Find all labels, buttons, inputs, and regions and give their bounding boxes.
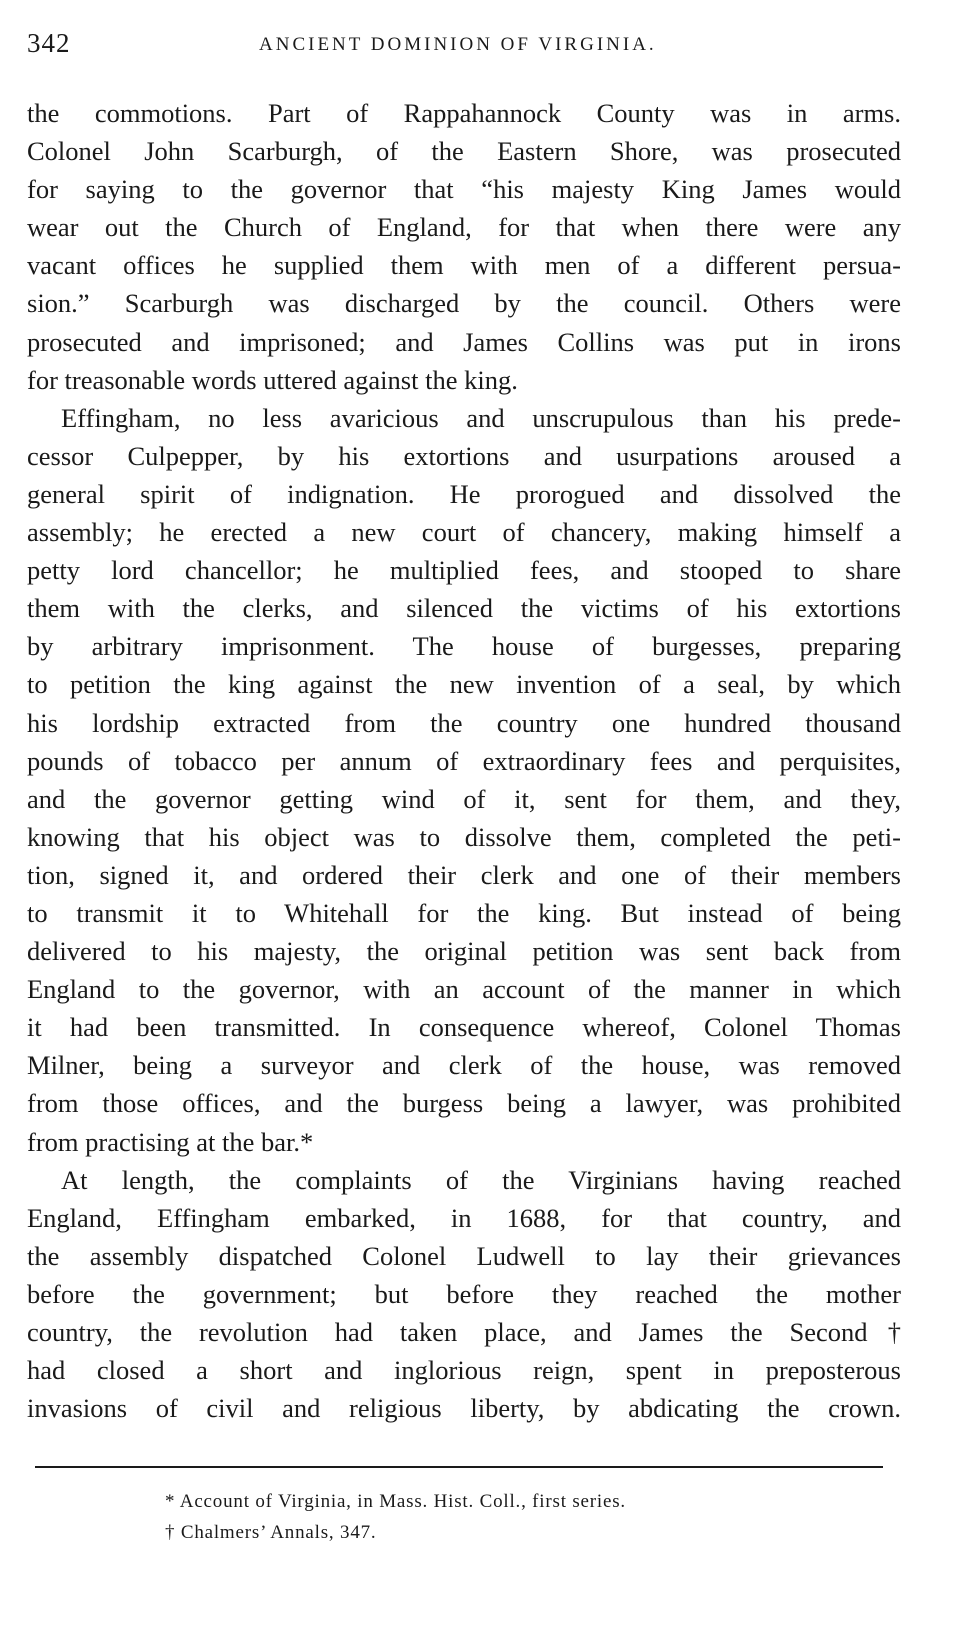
footnote-rule	[35, 1466, 883, 1468]
text-line: At length, the complaints of the Virginians having reached	[61, 1164, 901, 1195]
text-line: the commotions. Part of Rappahannock County was in arms.	[27, 98, 901, 128]
text-line: country, the revolution had taken place, and James the Second†	[27, 1317, 901, 1347]
text-line: his lordship extracted from the country one hundred thousand	[27, 707, 901, 738]
text-line: general spirit of indignation. He prorogued and dissolved the	[27, 478, 901, 509]
paragraph-3	[27, 1161, 901, 1428]
text-line: to transmit it to Whitehall for the king. But instead of being	[27, 897, 901, 928]
text-line: assembly; he erected a new court of chancery, making himself a	[27, 517, 901, 548]
text-line: delivered to his majesty, the original petition was sent back from	[27, 936, 901, 967]
text-line: invasions of civil and religious liberty, by abdicating the crown.	[27, 1393, 901, 1424]
page-number: 342	[27, 28, 71, 58]
footnotes	[165, 1486, 865, 1548]
text-line: petty lord chancellor; he multiplied fees, and stooped to share	[27, 555, 901, 586]
page-header	[27, 28, 917, 68]
text-line: Milner, being a surveyor and clerk of the house, was removed	[27, 1050, 901, 1081]
text-line: cessor Culpepper, by his extortions and usurpations aroused a	[27, 440, 901, 471]
text-line: it had been transmitted. In consequence whereof, Colonel Thomas	[27, 1012, 901, 1043]
text-line: from practising at the bar.*	[27, 1126, 314, 1157]
text-line: Colonel John Scarburgh, of the Eastern Shore, was prosecuted	[27, 136, 901, 167]
paragraph-2	[27, 399, 901, 1161]
footnote-2: † Chalmers’ Annals, 347.	[165, 1522, 377, 1543]
text-line: from those offices, and the burgess being a lawyer, was prohibited	[27, 1088, 901, 1119]
body-text	[27, 94, 901, 1427]
text-line: for treasonable words uttered against the king.	[27, 364, 518, 395]
running-head: ANCIENT DOMINION OF VIRGINIA.	[259, 34, 657, 55]
text-line: prosecuted and imprisoned; and James Collins was put in irons	[27, 326, 901, 357]
text-line: England to the governor, with an account of the manner in which	[27, 974, 901, 1005]
text-line: to petition the king against the new invention of a seal, by which	[27, 669, 901, 700]
text-line: had closed a short and inglorious reign, spent in preposterous	[27, 1355, 901, 1386]
text-line: before the government; but before they reached the mother	[27, 1278, 901, 1309]
text-line: the assembly dispatched Colonel Ludwell to lay their grievances	[27, 1240, 901, 1271]
text-line: wear out the Church of England, for that when there were any	[27, 212, 901, 243]
paragraph-1	[27, 94, 901, 399]
text-line: pounds of tobacco per annum of extraordinary fees and perquisites,	[27, 745, 901, 776]
text-line: Effingham, no less avaricious and unscrupulous than his prede-	[61, 402, 901, 433]
footnote-1: * Account of Virginia, in Mass. Hist. Coll., first series.	[165, 1491, 626, 1512]
text-line: by arbitrary imprisonment. The house of burgesses, preparing	[27, 631, 901, 662]
text-line: and the governor getting wind of it, sent for them, and they,	[27, 783, 901, 814]
text-line: knowing that his object was to dissolve them, completed the peti-	[27, 821, 901, 852]
text-line: sion.” Scarburgh was discharged by the council. Others were	[27, 288, 901, 319]
text-line: tion, signed it, and ordered their clerk and one of their members	[27, 859, 901, 890]
text-line: vacant offices he supplied them with men of a different persua-	[27, 250, 901, 281]
text-line: England, Effingham embarked, in 1688, for that country, and	[27, 1202, 901, 1233]
text-line: them with the clerks, and silenced the victims of his extortions	[27, 593, 901, 624]
text-line: for saying to the governor that “his majesty King James would	[27, 174, 901, 205]
